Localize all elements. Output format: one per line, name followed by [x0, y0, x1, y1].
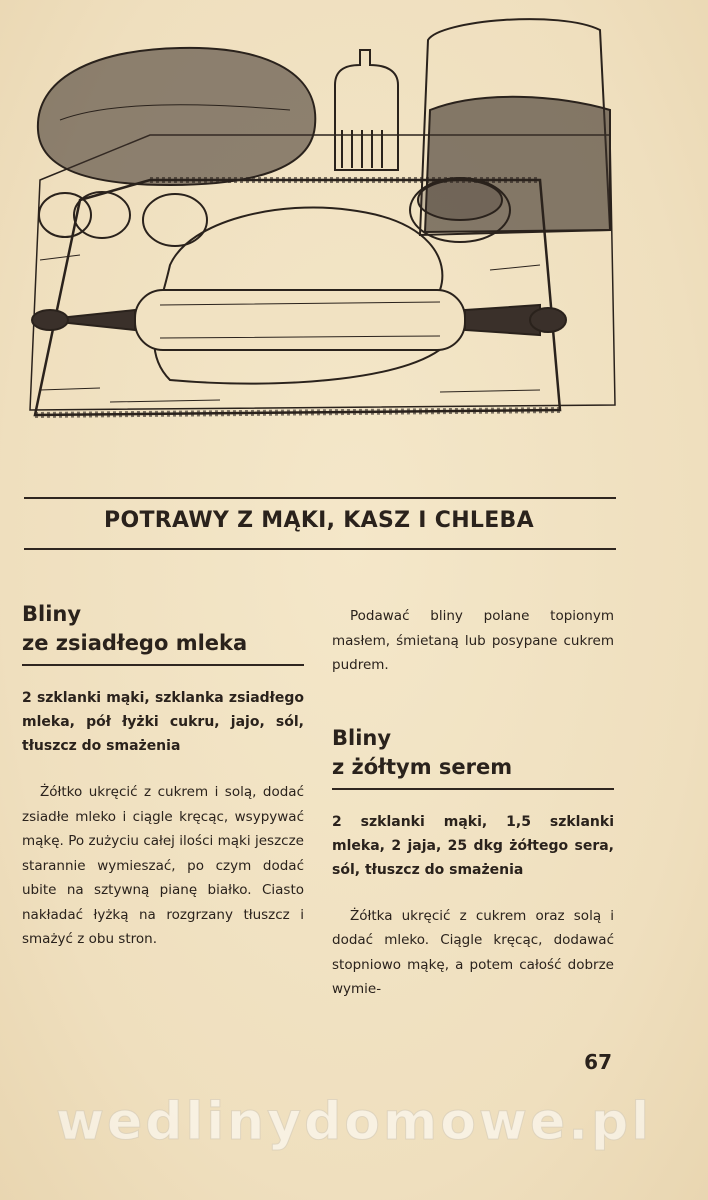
recipe-title-line2: z żółtym serem [332, 754, 513, 779]
bread-loaf [38, 48, 315, 185]
recipe-title-line1: Bliny [22, 602, 82, 626]
recipe-instructions: Żółtko ukręcić z cukrem i solą, dodać zsiadłe mleko i ciągle kręcąc, wsypywać mąkę. Po zużyciu całej ilości mąki jeszcze starannie wymieszać, po czym dodać ubite na sztywną pianę białko. Ciasto nakładać łyżką na rozgrzany tłuszcz i smażyć z obu stron. [22, 784, 304, 947]
recipe-title-line1: Bliny [332, 725, 392, 750]
right-column [332, 604, 614, 1002]
left-column [22, 600, 304, 952]
watermark: wedlinydomowe.pl [55, 1092, 653, 1152]
page-number: 67 [584, 1050, 612, 1074]
rolling-pin [32, 290, 566, 350]
baking-illustration [20, 10, 620, 430]
recipe-title [22, 600, 304, 658]
recipe-rule [332, 788, 614, 790]
serving-note: Podawać bliny polane topionym masłem, śmietaną lub posypane cukrem pudrem. [332, 608, 614, 673]
recipe-rule [22, 664, 304, 666]
recipe-ingredients: 2 szklanki mąki, szklanka zsiadłego mleka, pół łyżki cukru, jajo, sól, tłuszcz do smażenia [22, 690, 304, 754]
recipe-ingredients: 2 szklanki mąki, 1,5 szklanki mleka, 2 jaja, 25 dkg żółtego sera, sól, tłuszcz do smażenia [332, 813, 614, 878]
recipe-instructions: Żółtka ukręcić z cukrem oraz solą i dodać mleko. Ciągle kręcąc, dodawać stopniowo mąkę, a potem całość dobrze wymie- [332, 907, 614, 997]
jar [335, 50, 398, 170]
recipe-title-line2: ze zsiadłego mleka [22, 631, 248, 655]
recipe-block [332, 724, 614, 1002]
section-rule-top [24, 497, 616, 499]
recipe-title [332, 724, 614, 782]
section-rule-bottom [24, 548, 616, 550]
section-title: POTRAWY Z MĄKI, KASZ I CHLEBA [104, 508, 534, 533]
egg [143, 194, 207, 246]
